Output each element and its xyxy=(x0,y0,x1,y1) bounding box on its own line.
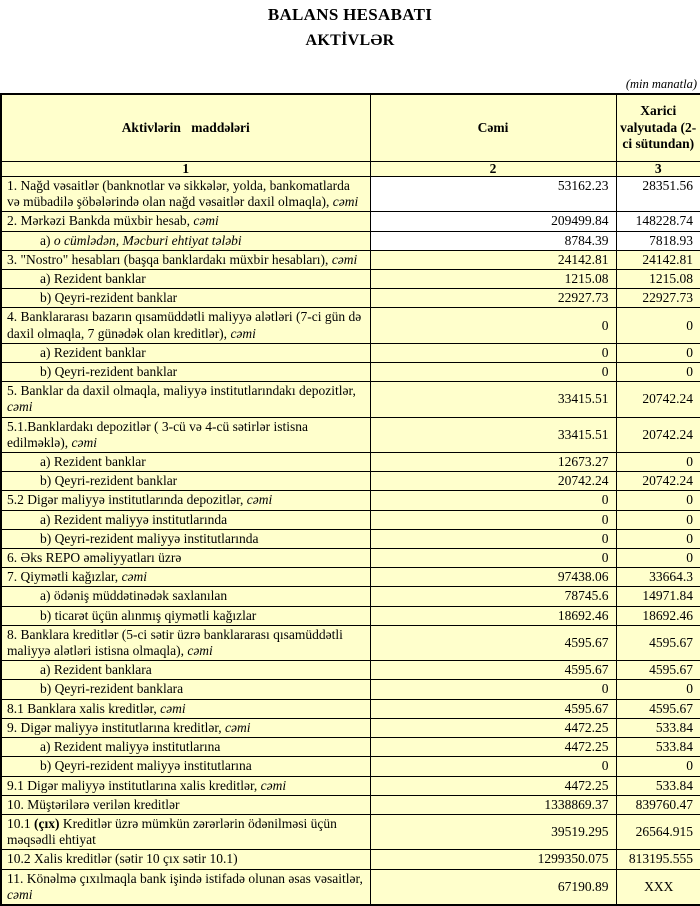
item-label-cell xyxy=(1,289,370,308)
xarici-value-cell: 18692.46 xyxy=(616,606,700,625)
item-label-segment: 9. Digər maliyyə institutlarına kreditlər, xyxy=(7,719,226,735)
table-row xyxy=(1,869,700,905)
xarici-value-cell: 0 xyxy=(616,453,700,472)
item-label-cell xyxy=(1,250,370,269)
xarici-value-cell: 0 xyxy=(616,491,700,510)
table-row xyxy=(1,510,700,529)
xarici-value-cell: 20742.24 xyxy=(616,472,700,491)
table-row xyxy=(1,850,700,869)
table-row xyxy=(1,417,700,452)
xarici-value-cell: 533.84 xyxy=(616,738,700,757)
title-block xyxy=(0,0,700,50)
cemi-value-cell: 0 xyxy=(370,510,616,529)
item-label-cell xyxy=(1,308,370,343)
item-label-segment: cəmi xyxy=(225,719,251,735)
item-label-segment: cəmi xyxy=(160,700,186,716)
table-row xyxy=(1,382,700,417)
xarici-value-cell: 839760.47 xyxy=(616,795,700,814)
item-label-cell xyxy=(1,177,370,212)
table-row xyxy=(1,529,700,548)
cemi-value-cell: 0 xyxy=(370,308,616,343)
xarici-value-cell: 1215.08 xyxy=(616,270,700,289)
item-label-segment: b) Qeyri-rezident banklar xyxy=(40,473,178,489)
report-subtitle: AKTİVLƏR xyxy=(305,32,395,49)
item-label-segment: o cümlədən, Məcburi ehtiyat tələbi xyxy=(53,232,242,248)
item-label-segment: 7. Qiymətli kağızlar, xyxy=(7,569,122,585)
item-label-segment: 9.1 Digər maliyyə institutlarına xalis kreditlər, xyxy=(7,777,261,793)
item-label-segment: a) xyxy=(40,232,54,248)
item-label-cell xyxy=(1,795,370,814)
item-label-cell xyxy=(1,814,370,849)
cemi-value-cell: 0 xyxy=(370,529,616,548)
table-row xyxy=(1,661,700,680)
xarici-value-cell: 0 xyxy=(616,680,700,699)
item-label-segment: cəmi xyxy=(7,886,33,902)
item-label-cell xyxy=(1,453,370,472)
item-label-cell xyxy=(1,270,370,289)
cemi-value-cell: 209499.84 xyxy=(370,212,616,231)
table-row xyxy=(1,606,700,625)
cemi-value-cell: 0 xyxy=(370,491,616,510)
table-row xyxy=(1,231,700,250)
item-label-segment: cəmi xyxy=(187,643,213,659)
assets-table xyxy=(0,93,700,906)
col-index-2: 2 xyxy=(370,162,616,177)
item-label-segment: 5.1.Banklardakı depozitlər ( 3-cü və 4-cü sətirlər istisna edilməklə), xyxy=(7,418,309,450)
cemi-value-cell: 8784.39 xyxy=(370,231,616,250)
item-label-segment: 6. Əks REPO əməliyyatları üzrə xyxy=(7,550,182,566)
item-label-segment: 10.1 xyxy=(7,815,34,831)
cemi-value-cell: 53162.23 xyxy=(370,177,616,212)
item-label-segment: a) Rezident banklar xyxy=(40,271,146,287)
item-label-segment: cəmi xyxy=(260,777,287,793)
item-label-cell xyxy=(1,382,370,417)
xarici-value-cell: 533.84 xyxy=(616,718,700,737)
item-label-segment: 4. Banklararası bazarın qısamüddətli maliyyə alətləri (7-ci gün də daxil olmaqla, 7 günədək olan kreditlər), xyxy=(7,309,362,341)
item-label-segment: cəmi xyxy=(332,194,359,210)
item-label-cell xyxy=(1,363,370,382)
cemi-value-cell: 1215.08 xyxy=(370,270,616,289)
item-label-cell xyxy=(1,568,370,587)
item-label-segment: (çıx) xyxy=(34,815,60,831)
item-label-segment: b) Qeyri-rezident banklar xyxy=(40,290,178,306)
xarici-value-cell: 148228.74 xyxy=(616,212,700,231)
table-row xyxy=(1,757,700,776)
xarici-value-cell: 0 xyxy=(616,363,700,382)
table-row xyxy=(1,472,700,491)
item-label-segment: 10.2 Xalis kreditlər (sətir 10 çıx sətir 10.1) xyxy=(7,851,238,867)
col-header-items: Aktivlərin maddələri xyxy=(1,94,370,162)
item-label-segment: 8. Banklara kreditlər (5-ci sətir üzrə banklararası qısamüddətli maliyyə alətləri istisna olmaqla), xyxy=(7,626,343,659)
table-header-row xyxy=(1,94,700,162)
col-index-3: 3 xyxy=(616,162,700,177)
col-index-1: 1 xyxy=(1,162,370,177)
cemi-value-cell: 33415.51 xyxy=(370,382,616,417)
item-label-segment: b) Qeyri-rezident banklar xyxy=(40,364,178,380)
table-row xyxy=(1,625,700,660)
table-row xyxy=(1,568,700,587)
item-label-cell xyxy=(1,738,370,757)
xarici-value-cell: 7818.93 xyxy=(616,231,700,250)
cemi-value-cell: 33415.51 xyxy=(370,417,616,452)
table-row xyxy=(1,814,700,849)
xarici-value-cell: 0 xyxy=(616,308,700,343)
item-label-segment: 2. Mərkəzi Bankda müxbir hesab, xyxy=(7,213,194,229)
cemi-value-cell: 4472.25 xyxy=(370,738,616,757)
table-body xyxy=(1,177,700,905)
table-row xyxy=(1,549,700,568)
col-header-xarici: Xarici valyutada (2-ci sütundan) xyxy=(616,94,700,162)
xarici-value-cell: 22927.73 xyxy=(616,289,700,308)
col-header-cemi: Cəmi xyxy=(370,94,616,162)
item-label-cell xyxy=(1,699,370,718)
item-label-cell xyxy=(1,549,370,568)
table-row xyxy=(1,177,700,212)
item-label-segment: a) Rezident banklar xyxy=(40,344,146,360)
xarici-value-cell: 14971.84 xyxy=(616,587,700,606)
item-label-cell xyxy=(1,417,370,452)
table-row xyxy=(1,738,700,757)
item-label-segment: 10. Müştərilərə verilən kreditlər xyxy=(7,796,180,812)
cemi-value-cell: 97438.06 xyxy=(370,568,616,587)
item-label-segment: 3. "Nostro" hesabları (başqa banklardakı müxbir hesabları), xyxy=(7,251,332,267)
table-row xyxy=(1,343,700,362)
item-label-segment: cəmi xyxy=(331,251,358,267)
item-label-cell xyxy=(1,850,370,869)
table-row xyxy=(1,587,700,606)
cemi-value-cell: 0 xyxy=(370,363,616,382)
cemi-value-cell: 4595.67 xyxy=(370,625,616,660)
xarici-value-cell: 4595.67 xyxy=(616,661,700,680)
cemi-value-cell: 12673.27 xyxy=(370,453,616,472)
cemi-value-cell: 4472.25 xyxy=(370,718,616,737)
item-label-segment: a) ödəniş müddətinədək saxlanılan xyxy=(40,588,228,604)
item-label-segment: 5.2 Digər maliyyə institutlarında depozitlər, xyxy=(7,492,247,508)
table-row xyxy=(1,491,700,510)
xarici-value-cell: 4595.67 xyxy=(616,699,700,718)
cemi-value-cell: 0 xyxy=(370,549,616,568)
item-label-cell xyxy=(1,661,370,680)
table-row xyxy=(1,363,700,382)
item-label-cell xyxy=(1,625,370,660)
xarici-value-cell: 33664.3 xyxy=(616,568,700,587)
item-label-cell xyxy=(1,869,370,905)
item-label-cell xyxy=(1,472,370,491)
table-row xyxy=(1,776,700,795)
item-label-segment: cəmi xyxy=(7,399,33,415)
item-label-segment: cəmi xyxy=(71,434,97,450)
xarici-value-cell: 0 xyxy=(616,510,700,529)
table-row xyxy=(1,795,700,814)
item-label-segment: 8.1 Banklara xalis kreditlər, xyxy=(7,700,161,716)
cemi-value-cell: 18692.46 xyxy=(370,606,616,625)
cemi-value-cell: 24142.81 xyxy=(370,250,616,269)
cemi-value-cell: 67190.89 xyxy=(370,869,616,905)
xarici-value-cell: 0 xyxy=(616,343,700,362)
xarici-value-cell: 20742.24 xyxy=(616,417,700,452)
item-label-segment: 11. Könəlmə çıxılmaqla bank işində istifadə olunan əsas vəsaitlər, xyxy=(7,870,363,886)
table-row xyxy=(1,212,700,231)
item-label-cell xyxy=(1,718,370,737)
item-label-cell xyxy=(1,231,370,250)
xarici-value-cell: 533.84 xyxy=(616,776,700,795)
cemi-value-cell: 4472.25 xyxy=(370,776,616,795)
cemi-value-cell: 22927.73 xyxy=(370,289,616,308)
table-row xyxy=(1,289,700,308)
xarici-value-cell: 4595.67 xyxy=(616,625,700,660)
item-label-segment: Kreditlər üzrə mümkün zərərlərin ödənilməsi üçün məqsədli ehtiyat xyxy=(7,815,337,848)
cemi-value-cell: 0 xyxy=(370,343,616,362)
item-label-cell xyxy=(1,491,370,510)
item-label-segment: b) Qeyri-rezident banklara xyxy=(40,681,184,697)
item-label-segment: a) Rezident banklar xyxy=(40,454,146,470)
cemi-value-cell: 0 xyxy=(370,680,616,699)
item-label-cell xyxy=(1,343,370,362)
xarici-value-cell: 28351.56 xyxy=(616,177,700,212)
item-label-cell xyxy=(1,680,370,699)
cemi-value-cell: 20742.24 xyxy=(370,472,616,491)
table-row xyxy=(1,308,700,343)
item-label-segment: a) Rezident banklara xyxy=(40,662,152,678)
item-label-segment: b) Qeyri-rezident maliyyə institutlarında xyxy=(40,530,259,546)
xarici-value-cell: 20742.24 xyxy=(616,382,700,417)
item-label-cell xyxy=(1,510,370,529)
xarici-value-cell: 813195.555 xyxy=(616,850,700,869)
table-row xyxy=(1,680,700,699)
cemi-value-cell: 4595.67 xyxy=(370,661,616,680)
item-label-segment: cəmi xyxy=(230,325,256,341)
cemi-value-cell: 39519.295 xyxy=(370,814,616,849)
cemi-value-cell: 0 xyxy=(370,757,616,776)
item-label-segment: a) Rezident maliyyə institutlarına xyxy=(40,739,221,755)
item-label-segment: cəmi xyxy=(121,569,148,585)
item-label-segment: b) ticarət üçün alınmış qiymətli kağızlar xyxy=(40,607,257,623)
item-label-segment: a) Rezident maliyyə institutlarında xyxy=(40,511,228,527)
table-row xyxy=(1,270,700,289)
item-label-segment: 5. Banklar da daxil olmaqla, maliyyə institutlarındakı depozitlər, xyxy=(7,383,356,399)
report-title: BALANS HESABATI xyxy=(267,5,433,24)
xarici-value-cell: 24142.81 xyxy=(616,250,700,269)
item-label-cell xyxy=(1,587,370,606)
item-label-segment: 1. Nağd vəsaitlər (banknotlar və sikkələr, yolda, bankomatlarda və mübadilə şöbələrində olan nağd vəsaitlər daxil olmaqla), xyxy=(7,178,350,210)
cemi-value-cell: 1299350.075 xyxy=(370,850,616,869)
item-label-cell xyxy=(1,757,370,776)
xarici-value-cell: XXX xyxy=(616,869,700,905)
table-row xyxy=(1,453,700,472)
item-label-cell xyxy=(1,529,370,548)
column-index-row xyxy=(1,162,700,177)
xarici-value-cell: 0 xyxy=(616,757,700,776)
cemi-value-cell: 4595.67 xyxy=(370,699,616,718)
xarici-value-cell: 0 xyxy=(616,529,700,548)
cemi-value-cell: 78745.6 xyxy=(370,587,616,606)
cemi-value-cell: 1338869.37 xyxy=(370,795,616,814)
table-row xyxy=(1,718,700,737)
table-row xyxy=(1,250,700,269)
table-row xyxy=(1,699,700,718)
item-label-cell xyxy=(1,776,370,795)
item-label-cell xyxy=(1,212,370,231)
item-label-segment: cəmi xyxy=(193,213,219,229)
xarici-value-cell: 0 xyxy=(616,549,700,568)
item-label-segment: cəmi xyxy=(246,492,273,508)
item-label-cell xyxy=(1,606,370,625)
item-label-segment: b) Qeyri-rezident maliyyə institutlarına xyxy=(40,758,252,774)
unit-note: (min manatla) xyxy=(625,77,697,91)
xarici-value-cell: 26564.915 xyxy=(616,814,700,849)
